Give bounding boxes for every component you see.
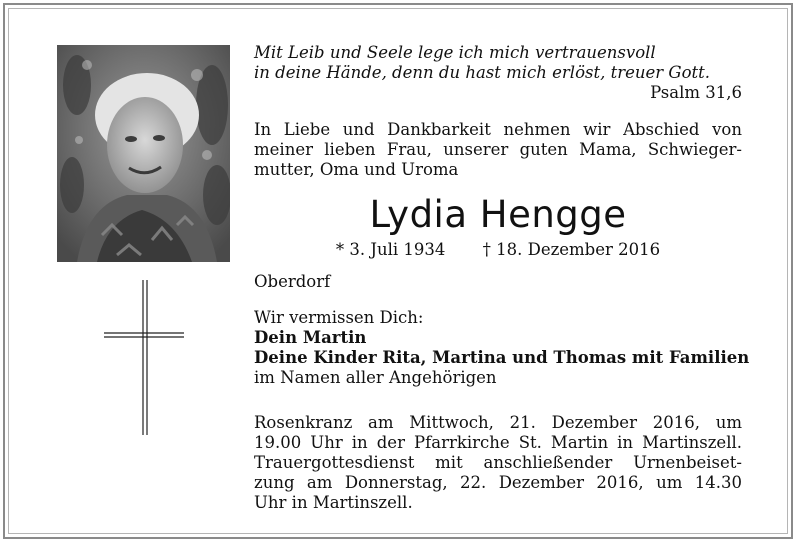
service-line-4: zung am Donnerstag, 22. Dezember 2016, um 14.30 [254,473,742,492]
psalm-reference: Psalm 31,6 [650,83,742,102]
mourner-spouse: Dein Martin [254,328,367,347]
psalm-quote [254,43,742,103]
service-info [254,413,742,513]
death-date: † 18. Dezember 2016 [482,240,661,259]
mourner-children: Deine Kinder Rita, Martina und Thomas mit Familien [254,348,750,367]
psalm-line-2: in deine Hände, denn du hast mich erlöst, treuer Gott. [254,63,711,82]
deceased-name: Lydia Hengge [369,193,627,236]
farewell-line-3: mutter, Oma und Uroma [254,160,459,179]
farewell-text [254,120,742,180]
service-line-1: Rosenkranz am Mittwoch, 21. Dezember 2016, um [254,413,742,432]
mourners-heading: Wir vermissen Dich: [254,308,424,327]
farewell-line-2: meiner lieben Frau, unserer guten Mama, Schwieger- [254,140,742,159]
portrait-photo [57,45,230,262]
service-line-3: Trauergottesdienst mit anschließender Urnenbeiset- [254,453,742,472]
service-line-2: 19.00 Uhr in der Pfarrkirche St. Martin in Martinszell. [254,433,742,452]
hometown: Oberdorf [254,272,331,291]
life-dates [254,240,742,260]
cross-symbol [104,280,184,435]
psalm-line-1: Mit Leib und Seele lege ich mich vertrauensvoll [254,43,656,62]
farewell-line-1: In Liebe und Dankbarkeit nehmen wir Abschied von [254,120,742,139]
birth-date: * 3. Juli 1934 [335,240,446,259]
mourners-list [254,308,750,388]
service-line-5: Uhr in Martinszell. [254,493,413,512]
mourner-relatives: im Namen aller Angehörigen [254,368,497,387]
